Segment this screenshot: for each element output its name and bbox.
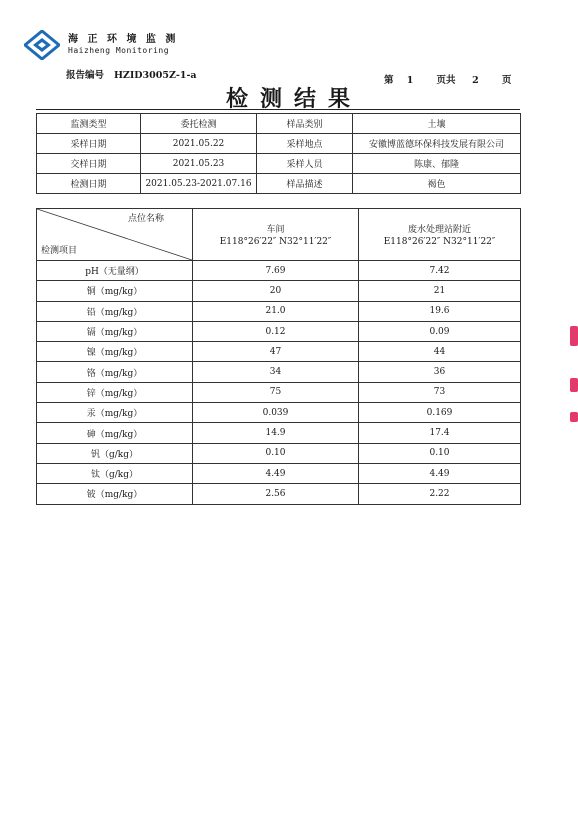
point-1-value: 47 xyxy=(193,342,359,362)
parameter-name: 铅（mg/kg） xyxy=(37,301,193,321)
point-2-value: 7.42 xyxy=(359,261,521,281)
results-row xyxy=(37,342,521,362)
point-2-value: 2.22 xyxy=(359,484,521,504)
diamond-logo-icon xyxy=(24,30,60,60)
results-row xyxy=(37,463,521,483)
parameter-name: 钛（g/kg） xyxy=(37,463,193,483)
company-name-en: Haizheng Monitoring xyxy=(68,46,170,55)
parameter-name: 汞（mg/kg） xyxy=(37,403,193,423)
page-suffix: 页 xyxy=(501,75,512,86)
results-row xyxy=(37,281,521,301)
info-row xyxy=(37,114,521,134)
edge-stamp-mark xyxy=(570,326,578,346)
results-row xyxy=(37,301,521,321)
point-1-value: 2.56 xyxy=(193,484,359,504)
info-label: 采样人员 xyxy=(257,154,353,174)
info-label: 样品描述 xyxy=(257,174,353,194)
point-name-1: 车间 xyxy=(266,225,285,235)
point-2-value: 36 xyxy=(359,362,521,382)
info-value: 委托检测 xyxy=(141,114,257,134)
point-2-value: 0.10 xyxy=(359,443,521,463)
info-value: 安徽博蓝德环保科技发展有限公司 xyxy=(353,134,521,154)
corner-label-item: 检测项目 xyxy=(41,246,78,256)
parameter-name: pH（无量纲） xyxy=(37,261,193,281)
edge-stamp-mark xyxy=(570,378,578,392)
results-row xyxy=(37,423,521,443)
sample-info-table xyxy=(36,113,521,194)
point-2-value: 44 xyxy=(359,342,521,362)
parameter-name: 铬（mg/kg） xyxy=(37,362,193,382)
results-row xyxy=(37,261,521,281)
point-header-1 xyxy=(193,209,359,261)
parameter-name: 砷（mg/kg） xyxy=(37,423,193,443)
info-row xyxy=(37,174,521,194)
parameter-name: 镍（mg/kg） xyxy=(37,342,193,362)
point-header-2 xyxy=(359,209,521,261)
page-total-prefix: 页共 xyxy=(436,75,456,86)
point-name-2: 废水处理站附近 xyxy=(407,225,471,235)
point-2-value: 21 xyxy=(359,281,521,301)
point-1-value: 7.69 xyxy=(193,261,359,281)
results-row xyxy=(37,321,521,341)
point-1-value: 0.12 xyxy=(193,321,359,341)
point-1-value: 0.10 xyxy=(193,443,359,463)
corner-label-point: 点位名称 xyxy=(127,214,164,224)
parameter-name: 钒（g/kg） xyxy=(37,443,193,463)
info-label: 样品类别 xyxy=(257,114,353,134)
info-row xyxy=(37,134,521,154)
report-number-value: HZID3005Z-1-a xyxy=(113,70,197,81)
info-value: 2021.05.22 xyxy=(141,134,257,154)
point-2-value: 73 xyxy=(359,382,521,402)
info-value: 2021.05.23-2021.07.16 xyxy=(141,174,257,194)
parameter-name: 锌（mg/kg） xyxy=(37,382,193,402)
parameter-name: 铍（mg/kg） xyxy=(37,484,193,504)
results-row xyxy=(37,382,521,402)
point-2-value: 0.169 xyxy=(359,403,521,423)
point-1-value: 21.0 xyxy=(193,301,359,321)
point-2-value: 4.49 xyxy=(359,463,521,483)
results-row xyxy=(37,484,521,504)
info-value: 土壤 xyxy=(353,114,521,134)
results-table xyxy=(36,208,521,505)
results-row xyxy=(37,443,521,463)
page-current: 1 xyxy=(406,75,414,86)
parameter-name: 镉（mg/kg） xyxy=(37,321,193,341)
point-1-value: 4.49 xyxy=(193,463,359,483)
results-row xyxy=(37,362,521,382)
page-total: 2 xyxy=(472,75,479,86)
info-label: 监测类型 xyxy=(37,114,141,134)
page-title: 检测结果 xyxy=(225,86,362,112)
edge-stamp-mark xyxy=(570,412,578,422)
point-coord-1: E118°26′22″ N32°11′22″ xyxy=(219,237,332,247)
point-1-value: 0.039 xyxy=(193,403,359,423)
info-row xyxy=(37,154,521,174)
point-1-value: 20 xyxy=(193,281,359,301)
page-prefix: 第 xyxy=(384,75,394,86)
info-value: 2021.05.23 xyxy=(141,154,257,174)
results-header-row xyxy=(37,209,521,261)
point-2-value: 19.6 xyxy=(359,301,521,321)
title-divider xyxy=(36,109,520,110)
point-coord-2: E118°26′22″ N32°11′22″ xyxy=(383,237,496,247)
info-value: 陈康、郁隆 xyxy=(353,154,521,174)
point-1-value: 34 xyxy=(193,362,359,382)
info-label: 采样日期 xyxy=(37,134,141,154)
parameter-name: 铜（mg/kg） xyxy=(37,281,193,301)
info-label: 采样地点 xyxy=(257,134,353,154)
point-2-value: 0.09 xyxy=(359,321,521,341)
info-label: 检测日期 xyxy=(37,174,141,194)
report-number xyxy=(66,67,197,81)
results-row xyxy=(37,403,521,423)
company-name-cn: 海 正 环 境 监 测 xyxy=(68,34,179,45)
corner-header-cell xyxy=(37,209,193,261)
point-1-value: 75 xyxy=(193,382,359,402)
info-value: 褐色 xyxy=(353,174,521,194)
report-number-label: 报告编号 xyxy=(66,70,105,81)
point-2-value: 17.4 xyxy=(359,423,521,443)
point-1-value: 14.9 xyxy=(193,423,359,443)
info-label: 交样日期 xyxy=(37,154,141,174)
